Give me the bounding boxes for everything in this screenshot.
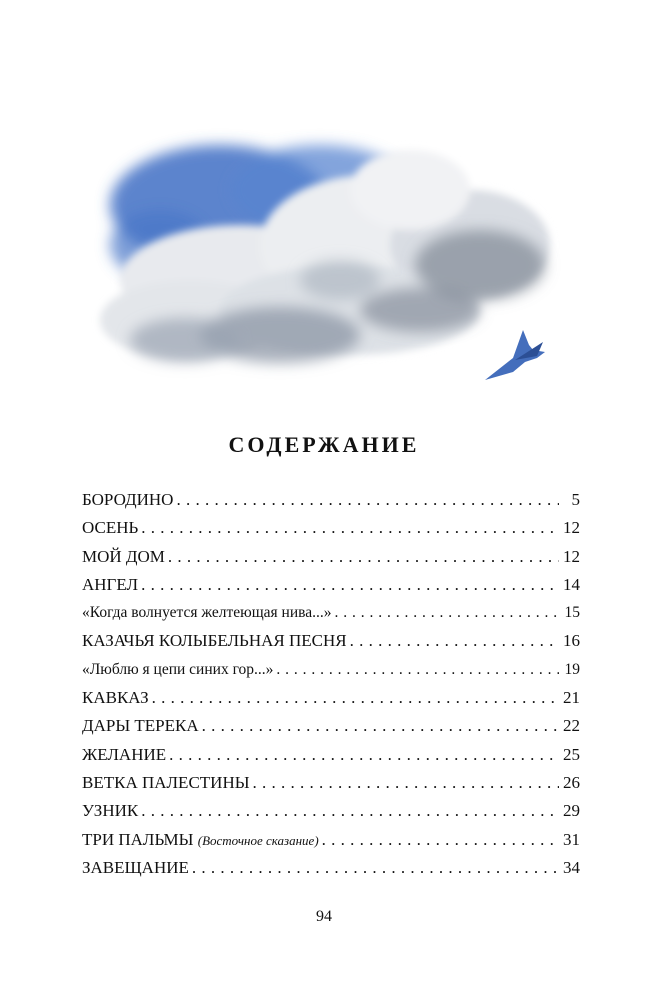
toc-entry-title: БОРОДИНО: [82, 490, 174, 509]
toc-entry-page: 12: [563, 546, 580, 566]
toc-entry-page: 5: [571, 490, 580, 509]
toc-entry-title-main: ТРИ ПАЛЬМЫ: [82, 829, 194, 849]
toc-entry-title: «Когда волнуется желтеющая нива...»: [82, 604, 332, 622]
toc-entry[interactable]: [82, 769, 580, 797]
toc-entry-page: 12: [563, 518, 580, 538]
toc-entry[interactable]: [82, 712, 580, 740]
toc-entry-page: 26: [563, 772, 580, 792]
toc-entry-title: «Люблю я цепи синих гор...»: [82, 660, 274, 678]
toc-entry-title: [82, 826, 319, 855]
toc-entry-title: АНГЕЛ: [82, 574, 139, 594]
toc-entry-title: МОЙ ДОМ: [82, 546, 165, 566]
toc-entry-title: ЖЕЛАНИЕ: [82, 744, 167, 764]
toc-leader: [176, 486, 559, 514]
toc-entry[interactable]: [82, 826, 580, 854]
toc-entry-page: 14: [563, 574, 580, 594]
toc-leader: [253, 769, 559, 797]
toc-entry[interactable]: [82, 684, 580, 712]
toc-entry[interactable]: [82, 741, 580, 769]
toc-entry[interactable]: [82, 797, 580, 825]
toc-leader: [169, 741, 559, 769]
toc-entry-title: ВЕТКА ПАЛЕСТИНЫ: [82, 772, 250, 792]
toc-entry[interactable]: [82, 571, 580, 599]
toc-entry-title: ЗАВЕЩАНИЕ: [82, 857, 189, 877]
toc-entry-page: 31: [563, 829, 580, 849]
toc-entry-page: 29: [563, 801, 580, 821]
toc-entry[interactable]: [82, 599, 580, 627]
toc-entry-title: ДАРЫ ТЕРЕКА: [82, 716, 199, 736]
toc-entry[interactable]: [82, 656, 580, 684]
toc-entry[interactable]: [82, 854, 580, 882]
toc-leader: [152, 684, 559, 712]
toc-leader: [192, 854, 559, 882]
toc-entry-title: УЗНИК: [82, 801, 139, 821]
toc-leader: [141, 514, 559, 542]
toc-entry[interactable]: [82, 514, 580, 542]
toc-entry-subtitle: (Восточное сказание): [197, 832, 319, 848]
toc-entry[interactable]: [82, 627, 580, 655]
toc-leader: [168, 543, 559, 571]
toc-leader: [202, 712, 559, 740]
toc-entry-page: 15: [564, 604, 580, 622]
toc-entry-page: 22: [563, 716, 580, 736]
toc-leader: [141, 797, 559, 825]
page-title: СОДЕРЖАНИЕ: [228, 432, 420, 457]
toc-leader: [322, 826, 559, 854]
toc-entry[interactable]: [82, 486, 580, 514]
toc-leader: [334, 599, 559, 627]
toc-entry-page: 16: [563, 631, 580, 651]
toc-entry-title: ОСЕНЬ: [82, 518, 139, 538]
toc-entry-page: 25: [563, 744, 580, 764]
table-of-contents: [82, 486, 580, 882]
cloud-illustration: [90, 95, 590, 405]
toc-entry-page: 34: [563, 857, 580, 877]
toc-entry-page: 19: [564, 660, 580, 678]
watercolor-cloud-with-bird-icon: [90, 95, 590, 405]
toc-entry[interactable]: [82, 543, 580, 571]
toc-entry-title: КАВКАЗ: [82, 688, 149, 708]
toc-leader: [141, 571, 559, 599]
toc-leader: [350, 627, 559, 655]
toc-leader: [276, 656, 559, 684]
toc-entry-page: 21: [563, 688, 580, 708]
toc-entry-title: КАЗАЧЬЯ КОЛЫБЕЛЬНАЯ ПЕСНЯ: [82, 631, 347, 651]
page-number: 94: [316, 908, 332, 925]
